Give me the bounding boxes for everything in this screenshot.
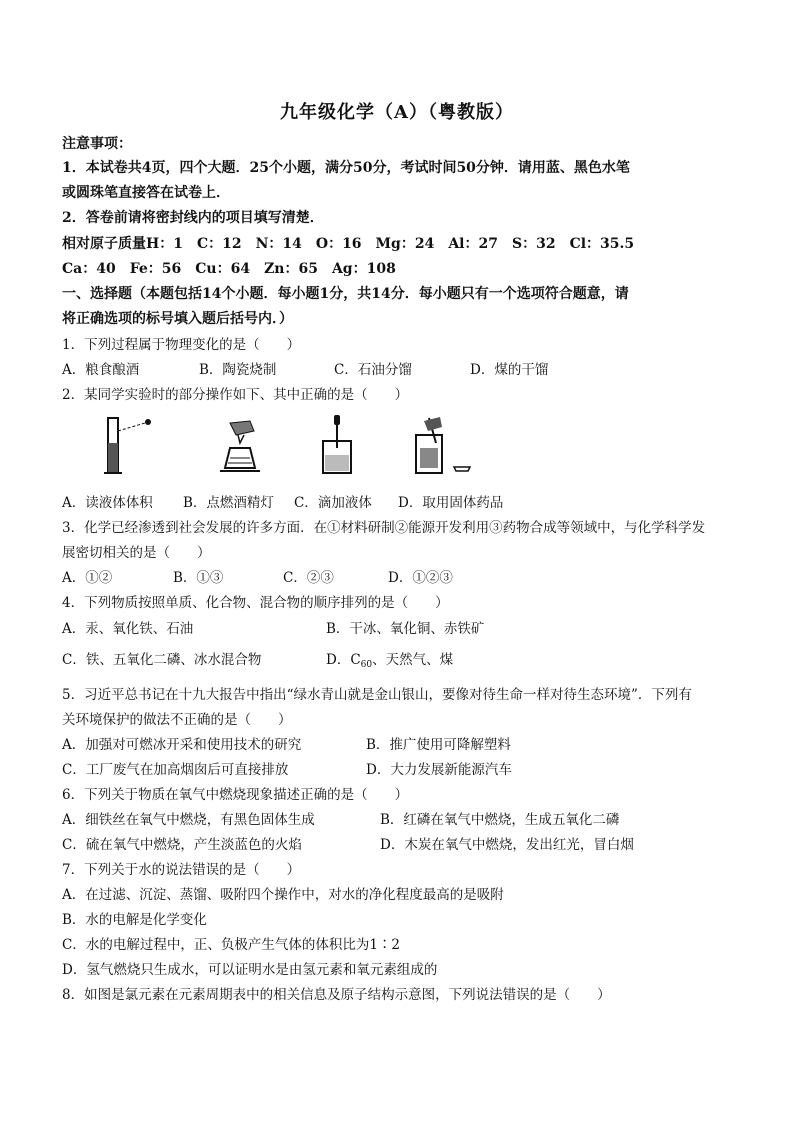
q1-stem: 1．下列过程属于物理变化的是（ ）	[62, 337, 301, 353]
section-1-heading: 一、选择题（本题包括14个小题．每小题1分，共14分．每小题只有一个选项符合题意，请	[62, 286, 629, 302]
notes-heading: 注意事项：	[62, 136, 132, 152]
page-title: 九年级化学（A）（粤教版）	[280, 102, 514, 123]
q4-option-a[interactable]: A．汞、氧化铁、石油	[62, 621, 194, 637]
q4-stem: 4．下列物质按照单质、化合物、混合物的顺序排列的是（ ）	[62, 595, 449, 611]
q3-stem-line-2: 展密切相关的是（ ）	[62, 545, 211, 561]
q1-option-c[interactable]: C．石油分馏	[334, 362, 412, 378]
atomic-mass-line-2: Ca：40 Fe：56 Cu：64 Zn：65 Ag：108	[62, 261, 396, 277]
q6-stem: 6．下列关于物质在氧气中燃烧现象描述正确的是（ ）	[62, 787, 409, 803]
q1-option-b[interactable]: B．陶瓷烧制	[199, 362, 277, 378]
q2-option-a[interactable]: A．读液体体积	[62, 495, 153, 511]
q2-option-d[interactable]: D．取用固体药品	[398, 495, 504, 511]
q6-option-d[interactable]: D．木炭在氧气中燃烧，发出红光，冒白烟	[380, 837, 634, 853]
q7-option-c[interactable]: C．水的电解过程中，正、负极产生气体的体积比为1∶2	[62, 937, 401, 953]
q7-option-b[interactable]: B．水的电解是化学变化	[62, 912, 207, 928]
q4-option-d-suffix: 、天然气、煤	[372, 652, 454, 668]
notes-line-3: 2．答卷前请将密封线内的项目填写清楚．	[62, 210, 324, 226]
alcohol-lamp-lighting-figure	[210, 413, 270, 478]
graduated-cylinder-reading-figure	[100, 413, 160, 478]
q2-stem: 2．某同学实验时的部分操作如下、其中正确的是（ ）	[62, 387, 409, 403]
q8-stem: 8．如图是氯元素在元素周期表中的相关信息及原子结构示意图，下列说法错误的是（ ）	[62, 987, 611, 1003]
atomic-mass-line-1: 相对原子质量H：1 C：12 N：14 O：16 Mg：24 Al：27 S：32 Cl：35.5	[62, 236, 635, 252]
q5-option-a[interactable]: A．加强对可燃冰开采和使用技术的研究	[62, 737, 302, 753]
q4-option-c[interactable]: C．铁、五氧化二磷、冰水混合物	[62, 652, 262, 668]
q3-stem-line-1: 3．化学已经渗透到社会发展的许多方面．在①材料研制②能源开发利用③药物合成等领域中，与化学科学发	[62, 520, 706, 536]
q7-option-d[interactable]: D．氢气燃烧只生成水，可以证明水是由氢元素和氧元素组成的	[62, 962, 438, 978]
q4-option-b[interactable]: B．干冰、氧化铜、赤铁矿	[326, 621, 485, 637]
q7-stem: 7．下列关于水的说法错误的是（ ）	[62, 862, 301, 878]
q6-option-c[interactable]: C．硫在氧气中燃烧，产生淡蓝色的火焰	[62, 837, 302, 853]
q5-stem-line-1: 5．习近平总书记在十九大报告中指出“绿水青山就是金山银山，要像对待生命一样对待生态环境”．下列有	[62, 687, 692, 703]
q3-option-b[interactable]: B．①③	[173, 570, 224, 586]
q4-option-d-prefix: D．C	[326, 652, 361, 668]
q6-option-a[interactable]: A．细铁丝在氧气中燃烧，有黑色固体生成	[62, 812, 315, 828]
q2-option-b[interactable]: B．点燃酒精灯	[183, 495, 274, 511]
q5-option-d[interactable]: D．大力发展新能源汽车	[366, 762, 512, 778]
notes-line-1: 1．本试卷共4页，四个大题．25个小题，满分50分，考试时间50分钟．请用蓝、黑色水笔	[62, 160, 630, 176]
q3-option-c[interactable]: C．②③	[283, 570, 334, 586]
q3-option-a[interactable]: A．①②	[62, 570, 113, 586]
q6-option-b[interactable]: B．红磷在氧气中燃烧，生成五氧化二磷	[380, 812, 620, 828]
q2-option-c[interactable]: C．滴加液体	[294, 495, 372, 511]
q3-option-d[interactable]: D．①②③	[388, 570, 453, 586]
q5-stem-line-2: 关环境保护的做法不正确的是（ ）	[62, 712, 292, 728]
q4-option-d-subscript: 60	[360, 660, 373, 670]
dropper-adding-liquid-figure	[315, 413, 360, 478]
q5-option-b[interactable]: B．推广使用可降解塑料	[366, 737, 511, 753]
q7-option-a[interactable]: A．在过滤、沉淀、蒸馏、吸附四个操作中，对水的净化程度最高的是吸附	[62, 887, 504, 903]
q4-option-d[interactable]	[326, 648, 453, 670]
solid-reagent-retrieval-figure	[410, 413, 475, 478]
q5-option-c[interactable]: C．工厂废气在加高烟囱后可直接排放	[62, 762, 289, 778]
section-1-instructions: 将正确选项的标号填入题后括号内．）	[62, 311, 293, 327]
q1-option-d[interactable]: D．煤的干馏	[470, 362, 549, 378]
notes-line-2: 或圆珠笔直接答在试卷上．	[62, 185, 230, 201]
q1-option-a[interactable]: A．粮食酿酒	[62, 362, 140, 378]
